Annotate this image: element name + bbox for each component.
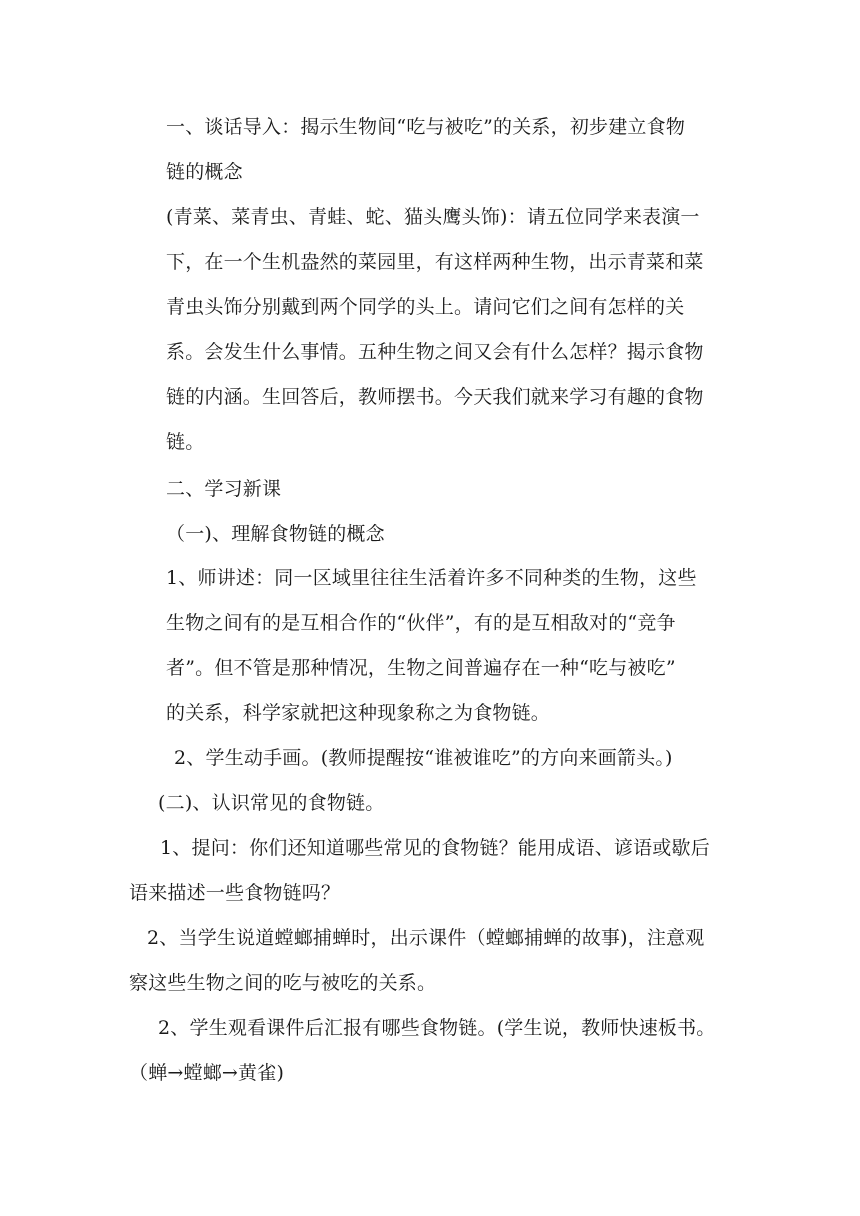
subsection-one-heading: （一)、理解食物链的概念 <box>166 523 385 545</box>
intro-heading-line-2: 链的概念 <box>166 161 243 183</box>
intro-paragraph-line-6: 链。 <box>166 431 205 453</box>
intro-paragraph-line-4: 系。会发生什么事情。五种生物之间又会有什么怎样？揭示食物 <box>166 341 704 363</box>
intro-paragraph-line-3: 青虫头饰分别戴到两个同学的头上。请问它们之间有怎样的关 <box>166 296 685 318</box>
intro-paragraph-line-2: 下，在一个生机盎然的菜园里，有这样两种生物，出示青菜和菜 <box>166 251 704 273</box>
teacher-narration-line-2: 生物之间有的是互相合作的“伙伴”，有的是互相敌对的“竞争 <box>166 612 676 634</box>
courseware-line-1: 2、当学生说道螳螂捕蝉时，出示课件（螳螂捕蝉的故事)，注意观 <box>147 927 705 949</box>
subsection-two-heading: (二)、认识常见的食物链。 <box>158 792 385 814</box>
question-line-1: 1、提问：你们还知道哪些常见的食物链？能用成语、谚语或歇后 <box>160 837 710 859</box>
report-line-2: （蝉→螳螂→黄雀) <box>129 1062 285 1084</box>
teacher-narration-line-3: 者”。但不管是那种情况，生物之间普遍存在一种“吃与被吃” <box>166 657 676 679</box>
teacher-narration-line-1: 1、师讲述：同一区域里往往生活着许多不同种类的生物，这些 <box>166 567 697 589</box>
report-line-1: 2、学生观看课件后汇报有哪些食物链。(学生说，教师快速板书。 <box>158 1017 716 1039</box>
intro-paragraph-line-1: (青菜、菜青虫、青蛙、蛇、猫头鹰头饰)：请五位同学来表演一 <box>166 206 700 228</box>
question-line-2: 语来描述一些食物链吗？ <box>129 882 341 904</box>
section-two-heading: 二、学习新课 <box>166 478 282 500</box>
teacher-narration-line-4: 的关系，科学家就把这种现象称之为食物链。 <box>166 702 551 724</box>
courseware-line-2: 察这些生物之间的吃与被吃的关系。 <box>129 972 437 994</box>
intro-heading-line-1: 一、谈话导入：揭示生物间“吃与被吃”的关系，初步建立食物 <box>166 116 686 138</box>
intro-paragraph-line-5: 链的内涵。生回答后，教师摆书。今天我们就来学习有趣的食物 <box>166 386 704 408</box>
student-drawing-line: 2、学生动手画。(教师提醒按“谁被谁吃”的方向来画箭头。) <box>174 747 673 769</box>
